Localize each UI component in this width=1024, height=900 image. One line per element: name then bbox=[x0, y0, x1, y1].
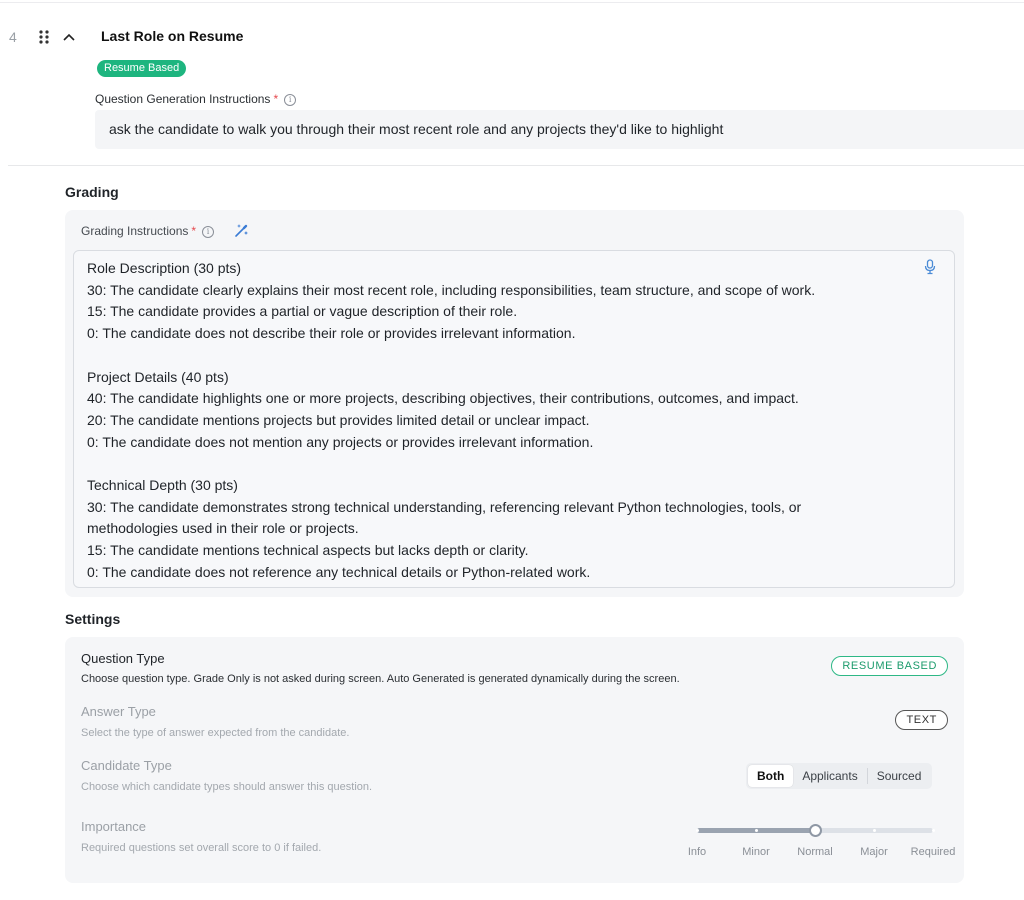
importance-desc: Required questions set overall score to 0 if failed. bbox=[81, 842, 322, 854]
grading-line: 30: The candidate clearly explains their most recent role, including responsibilities, team structure, and scope of work. bbox=[87, 281, 816, 298]
importance-level-label[interactable]: Info bbox=[687, 846, 707, 858]
grading-line: 0: The candidate does not mention any projects or provides irrelevant information. bbox=[87, 433, 594, 450]
slider-tick bbox=[755, 829, 758, 832]
grading-line bbox=[87, 453, 907, 475]
info-icon[interactable]: i bbox=[284, 94, 296, 106]
grading-line: 15: The candidate provides a partial or vague description of their role. bbox=[87, 303, 518, 320]
question-title: Last Role on Resume bbox=[101, 28, 244, 44]
segment-sourced[interactable]: Sourced bbox=[876, 769, 922, 783]
grading-instructions-label-text: Grading Instructions bbox=[81, 224, 189, 238]
slider-tick bbox=[696, 829, 699, 832]
grading-line: Technical Depth (30 pts) bbox=[87, 477, 238, 493]
importance-level-label[interactable]: Required bbox=[910, 846, 956, 858]
magic-wand-icon[interactable] bbox=[234, 223, 249, 243]
resume-based-badge: Resume Based bbox=[97, 60, 186, 77]
slider-tick bbox=[932, 829, 935, 832]
answer-type-pill[interactable]: TEXT bbox=[895, 710, 948, 730]
microphone-icon[interactable] bbox=[924, 259, 936, 280]
grading-line: 20: The candidate mentions projects but provides limited detail or unclear impact. bbox=[87, 411, 590, 428]
grading-line: Project Details (40 pts) bbox=[87, 368, 229, 385]
slider-tick bbox=[873, 829, 876, 832]
importance-title: Importance bbox=[81, 819, 147, 834]
top-divider bbox=[0, 2, 1024, 3]
grading-line: 0: The candidate does not describe their role or provides irrelevant information. bbox=[87, 325, 576, 342]
answer-type-desc: Select the type of answer expected from the candidate. bbox=[81, 727, 350, 739]
importance-level-label[interactable]: Major bbox=[860, 846, 888, 858]
question-generation-label bbox=[95, 92, 296, 106]
grading-line: Role Description (30 pts) bbox=[87, 260, 242, 276]
grading-line: 30: The candidate demonstrates strong technical understanding, referencing relevant Python technologies, tools, or bbox=[87, 498, 802, 515]
grading-instructions-textarea[interactable] bbox=[73, 250, 955, 588]
importance-level-label[interactable]: Normal bbox=[797, 846, 833, 858]
segment-applicants[interactable]: Applicants bbox=[802, 769, 858, 783]
info-icon[interactable]: i bbox=[202, 226, 214, 238]
question-number: 4 bbox=[9, 29, 17, 45]
importance-slider[interactable] bbox=[697, 828, 933, 833]
grading-line bbox=[87, 345, 907, 367]
required-asterisk: * bbox=[191, 224, 197, 238]
grading-instructions-text bbox=[87, 258, 907, 584]
question-type-pill[interactable]: RESUME BASED bbox=[831, 656, 948, 676]
question-generation-input[interactable]: ask the candidate to walk you through their most recent role and any projects they'd like to highlight bbox=[95, 110, 1024, 149]
required-asterisk: * bbox=[273, 92, 279, 106]
slider-knob[interactable] bbox=[809, 824, 822, 837]
grading-line: 40: The candidate highlights one or more projects, describing objectives, their contributions, outcomes, and impact. bbox=[87, 390, 799, 407]
question-generation-label-text: Question Generation Instructions bbox=[95, 92, 271, 106]
settings-heading: Settings bbox=[65, 611, 121, 627]
question-type-desc: Choose question type. Grade Only is not asked during screen. Auto Generated is generated dynamically during the screen. bbox=[81, 673, 680, 685]
question-type-title: Question Type bbox=[81, 651, 165, 666]
candidate-type-title: Candidate Type bbox=[81, 758, 172, 773]
grading-line: methodologies used in their role or projects. bbox=[87, 520, 359, 537]
answer-type-title: Answer Type bbox=[81, 704, 156, 719]
section-divider bbox=[8, 165, 1024, 166]
settings-card bbox=[65, 637, 964, 883]
chevron-up-icon[interactable] bbox=[62, 30, 76, 42]
candidate-type-segmented-control bbox=[746, 763, 932, 789]
candidate-type-desc: Choose which candidate types should answer this question. bbox=[81, 781, 373, 793]
grading-heading: Grading bbox=[65, 184, 119, 200]
grading-instructions-label bbox=[81, 224, 214, 238]
grading-line: 15: The candidate mentions technical aspects but lacks depth or clarity. bbox=[87, 542, 529, 559]
segment-both[interactable]: Both bbox=[748, 765, 793, 787]
importance-level-label[interactable]: Minor bbox=[742, 846, 770, 858]
drag-handle-icon[interactable] bbox=[38, 29, 50, 45]
grading-line: 0: The candidate does not reference any technical details or Python-related work. bbox=[87, 563, 591, 580]
grading-card bbox=[65, 210, 964, 597]
